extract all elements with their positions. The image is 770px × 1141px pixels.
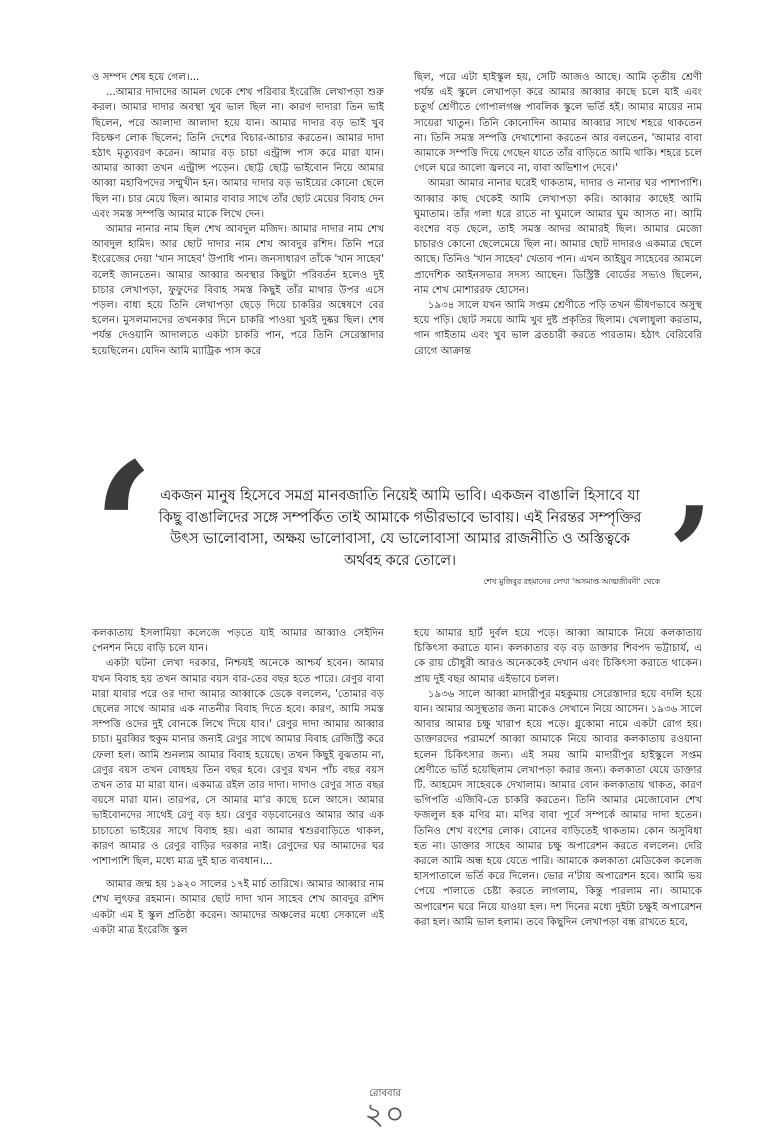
magazine-name: রোববার (369, 1088, 401, 1099)
paragraph: হয়ে আমার হার্ট দুর্বল হয়ে পড়ে। আব্বা আমাকে নিয়ে কলকাতায় চিকিৎসা করাতে যান। কলকাতার বড় বড় ডাক্তার শিবপদ ভট্টাচার্য, এ কে রায় চৌধুরী আরও অনেককেই দেখান এবং চিকিৎসা করাতে থাকেন। প্রায় দুই বছর আমার এইভাবে চলল। (414, 628, 702, 685)
paragraph: কলকাতায় ইসলামিয়া কলেজে পড়তে যাই আমার আব্বাও সেইদিন পেনশন নিয়ে বাড়ি চলে যান। (92, 628, 384, 655)
paragraph: ও সম্পদ শেষ হয়ে গেল।... (92, 72, 200, 83)
page-number: ২০ (364, 1097, 406, 1132)
paragraph: ছিল, পরে এটা হাইস্কুল হয়, সেটি আজও আছে। আমি তৃতীয় শ্রেণী পর্যন্ত এই স্কুলে লেখাপড়া করে আমার আব্বার কাছে চলে যাই এবং চতুর্থ শ্রেণীতে গোপালগঞ্জ পাবলিক স্কুলে ভর্তি হই। আমার মায়ের নাম সায়েরা খাতুন। তিনি কোনোদিন আমার আব্বার সাথে শহরে থাকতেন না। তিনি সমস্ত সম্পত্তি দেখাশোনা করতেন আর বলতেন, 'আমার বাবা আমাকে সম্পত্তি দিয়ে গেছেন যাতে তাঁর বাড়িতে আমি থাকি। শহরে চলে গেলে ঘরে আলো জ্বলবে না, বাবা অভিশাপ দেবে।' (414, 72, 702, 175)
paragraph: আমার নানার নাম ছিল শেখ আবদুল মজিদ। আমার দাদার নাম শেখ আবদুল হামিদ। আর ছোট দাদার নাম শেখ আবদুর রশিদ। তিনি পরে ইংরেজের দেয়া 'খান সাহেব' উপাধি পান। জনসাধারণ তাঁকে 'খান সাহেব' বলেই জানতেন। আমার আব্বার অবস্থার কিছুটা পরিবর্তন হলেও দুই চাচার লেখাপড়া, ফুফুদের বিবাহ সমস্ত কিছুই তাঁর মাথার উপর এসে পড়ল। বাধ্য হয়ে তিনি লেখাপড়া ছেড়ে দিয়ে চাকরির অন্বেষণে বের হলেন। মুসলমানদের তখনকার দিনে চাকরি পাওয়া খুবই দুষ্কর ছিল। শেষ পর্যন্ত দেওয়ানি আদালতে একটা চাকরি পান, পরে তিনি সেরেস্তাদার হয়েছিলেন। যেদিন আমি ম্যাট্রিক পাস করে (92, 224, 384, 357)
paragraph: ...আমার দাদাদের আমল থেকে শেখ পরিবার ইংরেজি লেখাপড়া শুরু করল। আমার দাদার অবস্থা খুব ভাল ছিল না। কারণ দাদারা তিন ভাই ছিলেন, পরে আলাদা আলাদা হয়ে যান। আমার দাদার বড় ভাই খুব বিচক্ষণ লোক ছিলেন; তিনি দেশের বিচার-আচার করতেন। আমার দাদা হঠাৎ মৃত্যুবরণ করেন। আমার বড় চাচা এন্ট্রান্স পাস করে মারা যান। আমার আব্বা তখন এন্ট্রান্স পড়েন। ছোট্ট ছোট্ট ভাইবোন নিয়ে আমার আব্বা মহাবিপদের সম্মুখীন হন। আমার দাদার বড় ভাইয়ের কোনো ছেলে ছিল না। চার মেয়ে ছিল। আমার বাবার সাথে তাঁর ছোট মেয়ের বিবাহ দেন এবং সমস্ত সম্পত্তি আমার মাকে লিখে দেন। (92, 87, 384, 220)
paragraph: ১৯৩৬ সালে আব্বা মাদারীপুর মহকুমায় সেরেস্তাদার হয়ে বদলি হয়ে যান। আমার অসুস্থতার জন্য মাকেও সেখানে নিয়ে আসেন। ১৯৩৬ সালে আবার আমার চক্ষু খারাপ হয়ে পড়ে। গ্লুকোমা নামে একটা রোগ হয়। ডাক্তারদের পরামর্শে আব্বা আমাকে নিয়ে আবার কলকাতায় রওয়ানা হলেন চিকিৎসার জন্য। এই সময় আমি মাদারীপুর হাইস্কুলে সপ্তম শ্রেণীতে ভর্তি হয়েছিলাম লেখাপড়া করার জন্য। কলকাতা যেয়ে ডাক্তার টি. আহমেদ সাহেবকে দেখালাম। আমার বোন কলকাতায় থাকত, কারণ ভগিপতি এজিবি-তে চাকরি করতেন। তিনি আমার মেজোবোন শেখ ফজলুল হক মণির মা। মণির বাবা পূর্বে সম্পর্কে আমার দাদা হতেন। তিনিও শেখ বংশের লোক। বোনের বাড়িতেই থাকতাম। কোন অসুবিধা হত না। ডাক্তার সাহেব আমার চক্ষু অপারেশন করতে বললেন। দেরি করলে আমি অন্ধ হয়ে যেতে পারি। আমাকে কলকাতা মেডিকেল কলেজ হাসপাতালে ভর্তি করে দিলেন। ভোর ন'টায় অপারেশন হবে। আমি ভয় পেয়ে পালাতে চেষ্টা করতে লাগলাম, কিন্তু পারলাম না। আমাকে অপারেশন ঘরে নিয়ে যাওয়া হল। দশ দিনের মধ্যে দুইটা চক্ষুই অপারেশন করা হল। আমি ভাল হলাম। তবে কিছুদিন লেখাপড়া বন্ধ রাখতে হবে, (414, 688, 702, 928)
paragraph: একটা ঘটনা লেখা দরকার, নিশ্চয়ই অনেকে আশ্চর্য হবেন। আমার যখন বিবাহ হয় তখন আমার বয়স বার-তের বছর হতে পারে। রেণুর বাবা মারা যাবার পরে ওর দাদা আমার আব্বাকে ডেকে বললেন, 'তোমার বড় ছেলের সাথে আমার এক নাতনীর বিবাহ দিতে হবে। কারণ, আমি সমস্ত সম্পত্তি ওদের দুই বোনকে লিখে দিয়ে যাব।' রেণুর দাদা আমার আব্বার চাচা। মুরব্বির হুকুম মানার জন্যই রেণুর সাথে আমার বিবাহ রেজিস্ট্রি করে ফেলা হল। আমি শুনলাম আমার বিবাহ হয়েছে। তখন কিছুই বুঝতাম না, রেণুর বয়স তখন বোধহয় তিন বছর হবে। রেণুর যখন পাঁচ বছর বয়স তখন তার মা মারা যান। একমাত্র রইল তার দাদা। দাদাও রেণুর সাত বছর বয়সে মারা যান। তারপর, সে আমার মা'র কাছে চলে আসে। আমার ভাইবোনদের সাথেই রেণু বড় হয়। রেণুর বড়বোনেরও আমার আর এক চাচাতো ভাইয়ের সাথে বিবাহ হয়। এরা আমার শ্বশুরবাড়িতে থাকল, কারণ আমার ও রেণুর বাড়ির দরকার নাই। রেণুদের ঘর আমাদের ঘর পাশাপাশি ছিল, মধ্যে মাত্র দুই হাত ব্যবধান।... (92, 658, 384, 868)
open-quote-mark: ‘ (92, 424, 155, 635)
paragraph: আমার জন্ম হয় ১৯২০ সালের ১৭ই মার্চ তারিখে। আমার আব্বার নাম শেখ লুৎফর রহমান। আমার ছোট দাদা খান সাহেব শেখ আবদুর রশিদ একটা এম ই স্কুল প্রতিষ্ঠা করেন। আমাদের অঞ্চলের মধ্যে সেকালে এই একটা মাত্র ইংরেজি স্কুল (92, 879, 384, 936)
article-column-1 (92, 70, 384, 359)
pull-quote-text: একজন মানুষ হিসেবে সমগ্র মানবজাতি নিয়েই আমি ভাবি। একজন বাঙালি হিসাবে যা কিছু বাঙালিদের সঙ্গে সম্পর্কিত তাই আমাকে গভীরভাবে ভাবায়। এই নিরন্তর সম্পৃক্তির উৎস ভালোবাসা, অক্ষয় ভালোবাসা, যে ভালোবাসা আমার রাজনীতি ও অস্তিত্বকে অর্থবহ করে তোলে। (158, 488, 642, 569)
article-column-4 (414, 626, 702, 930)
paragraph: ১৯৩৪ সালে যখন আমি সপ্তম শ্রেণীতে পড়ি তখন ভীষণভাবে অসুস্থ হয়ে পড়ি। ছোট সময়ে আমি খুব দুষ্ট প্রকৃতির ছিলাম। খেলাধুলা করতাম, গান গাইতাম এবং খুব ভাল ব্রতচারী করতে পারতাম। হঠাৎ বেরিবেরি রোগে আক্রান্ত (414, 300, 702, 357)
article-column-2 (414, 70, 702, 359)
paragraph: আমরা আমার নানার ঘরেই থাকতাম, দাদার ও নানার ঘর পাশাপাশি। আব্বার কাছ থেকেই আমি লেখাপড়া করি। আব্বার কাছেই আমি ঘুমাতাম। তাঁর গলা ধরে রাতে না ঘুমালে আমার ঘুম আসত না। আমি বংশের বড় ছেলে, তাই সমস্ত আদর আমারই ছিল। আমার মেজো চাচারও কোনো ছেলেমেয়ে ছিল না। আমার ছোট দাদারও একমাত্র ছেলে আছে। তিনিও 'খান সাহেব' খেতাব পান। এখন আইয়ুব সাহেবের আমলে প্রাদেশিক আইনসভার সদস্য আছেন। ডিস্ট্রিক্ট বোর্ডের সভ্যও ছিলেন, নাম শেখ মোশাররফ হোসেন। (414, 178, 702, 296)
close-quote-mark: ’ (668, 478, 714, 631)
article-column-3 (92, 626, 384, 938)
pull-quote-source: শেখ মুজিবুর রহমানের লেখা 'অসমাপ্ত আত্মজীবনী' থেকে (483, 577, 660, 586)
